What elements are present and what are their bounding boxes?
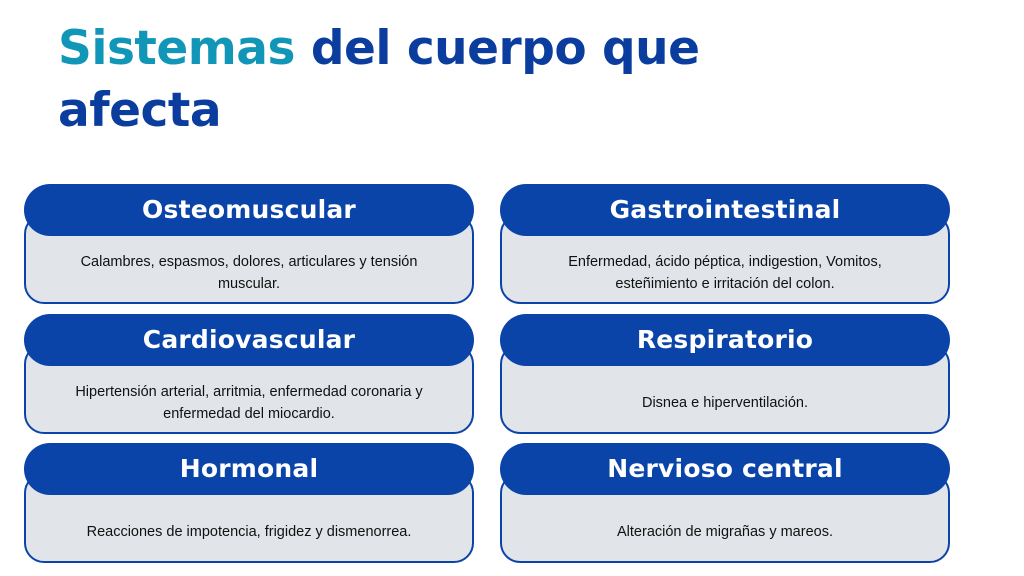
card-description: Disnea e hiperventilación. [641, 395, 809, 411]
title-rest: del cuerpo que afecta [58, 21, 700, 138]
card-heading: Hormonal [24, 443, 474, 495]
card-gastrointestinal [500, 184, 950, 305]
card-description: Alteración de migrañas y mareos. [617, 524, 833, 540]
card-cardiovascular [24, 314, 474, 435]
title-accent: Sistemas [58, 21, 295, 76]
card-nervioso-central [500, 443, 950, 564]
card-description: Hipertensión arterial, arritmia, enfermedad coronaria y enfermedad del miocardio. [75, 384, 423, 422]
card-description: Calambres, espasmos, dolores, articulares y tensión muscular. [80, 254, 418, 292]
card-heading: Respiratorio [500, 314, 950, 366]
card-description: Reacciones de impotencia, frigidez y dismenorrea. [86, 524, 412, 540]
card-osteomuscular [24, 184, 474, 305]
card-heading: Gastrointestinal [500, 184, 950, 236]
card-heading: Cardiovascular [24, 314, 474, 366]
card-respiratorio [500, 314, 950, 435]
page-title [58, 18, 818, 142]
card-heading: Osteomuscular [24, 184, 474, 236]
card-heading: Nervioso central [500, 443, 950, 495]
card-description: Enfermedad, ácido péptica, indigestion, Vomitos, esteñimiento e irritación del colon. [568, 254, 882, 292]
card-hormonal [24, 443, 474, 564]
